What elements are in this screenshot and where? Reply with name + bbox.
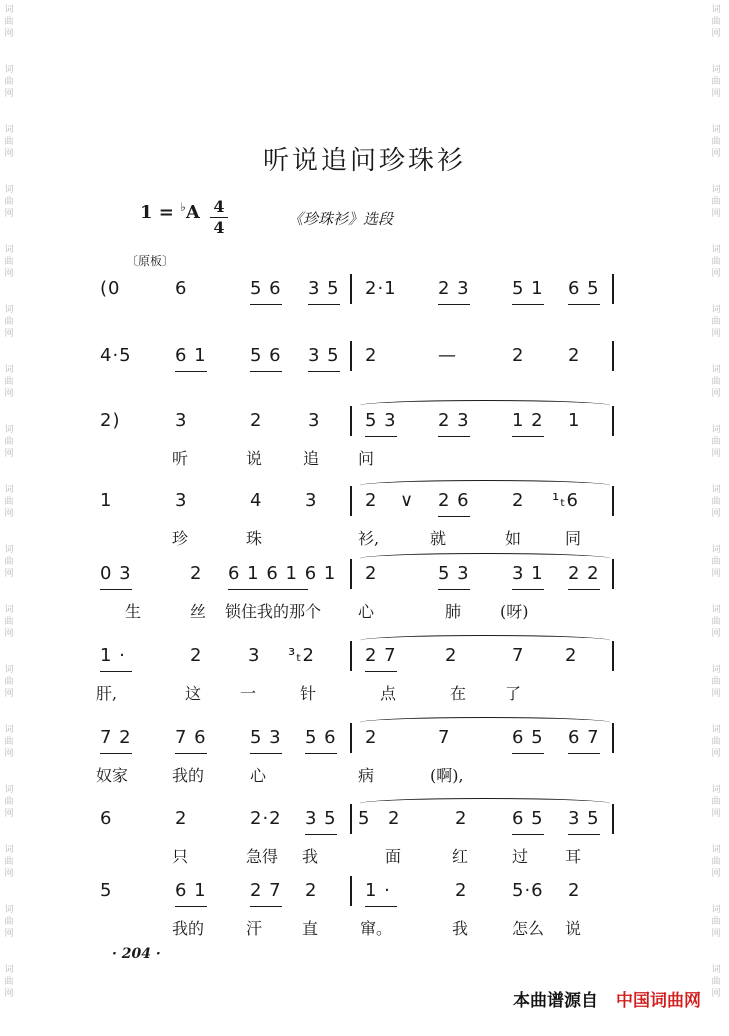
page-title: 听说追问珍珠衫 bbox=[262, 146, 466, 176]
note: 7 6 bbox=[175, 727, 207, 748]
lyric: 这 bbox=[185, 684, 202, 703]
beam bbox=[568, 589, 600, 590]
watermark-text: 词曲网 bbox=[711, 305, 721, 339]
lyric: 直 bbox=[302, 919, 319, 938]
note: 7 bbox=[438, 727, 451, 748]
lyric: 面 bbox=[385, 847, 402, 866]
note: 4 bbox=[250, 490, 263, 511]
slur bbox=[360, 480, 610, 491]
score-row bbox=[0, 808, 729, 878]
lyric: 只 bbox=[172, 847, 189, 866]
note: 1 · bbox=[100, 645, 126, 666]
beam bbox=[438, 589, 470, 590]
watermark-text: 词曲网 bbox=[4, 425, 14, 459]
note: 2 3 bbox=[438, 278, 470, 299]
beam bbox=[305, 834, 337, 835]
note: 5 bbox=[100, 880, 113, 901]
lyric: 奴家 bbox=[96, 766, 129, 785]
note: 2 7 bbox=[365, 645, 397, 666]
lyric: 我 bbox=[302, 847, 319, 866]
watermark-text: 词曲网 bbox=[711, 65, 721, 99]
note: 3 bbox=[175, 410, 188, 431]
note: 3 bbox=[175, 490, 188, 511]
beam bbox=[250, 906, 282, 907]
barline bbox=[612, 406, 614, 436]
barline bbox=[612, 341, 614, 371]
note: 2 bbox=[365, 490, 378, 511]
beam bbox=[438, 304, 470, 305]
note: 2 bbox=[568, 345, 581, 366]
note: 2 bbox=[455, 808, 468, 829]
lyric: 我的 bbox=[172, 919, 205, 938]
note: — bbox=[438, 345, 457, 366]
slur bbox=[360, 400, 610, 411]
note: 1 · bbox=[365, 880, 391, 901]
lyric: 心 bbox=[250, 766, 267, 785]
lyric: 我的 bbox=[172, 766, 205, 785]
lyric: 珠 bbox=[246, 529, 263, 548]
watermark-text: 词曲网 bbox=[4, 905, 14, 939]
beam bbox=[365, 671, 397, 672]
note: 5·6 bbox=[512, 880, 544, 901]
note: 2 bbox=[512, 490, 525, 511]
score-row bbox=[0, 490, 729, 560]
note: 2·1 bbox=[365, 278, 397, 299]
note: 2 7 bbox=[250, 880, 282, 901]
note: 5 6 bbox=[305, 727, 337, 748]
beam bbox=[512, 589, 544, 590]
watermark-text: 词曲网 bbox=[4, 245, 14, 279]
note: 5 3 bbox=[365, 410, 397, 431]
watermark-text: 词曲网 bbox=[711, 485, 721, 519]
note: 2 bbox=[365, 727, 378, 748]
lyric: 点 bbox=[380, 684, 397, 703]
barline bbox=[350, 406, 352, 436]
lyric: 问 bbox=[358, 449, 375, 468]
slur bbox=[360, 798, 610, 809]
note: 1 2 bbox=[512, 410, 544, 431]
barline bbox=[350, 341, 352, 371]
note: 1 bbox=[100, 490, 113, 511]
beam bbox=[100, 671, 132, 672]
note: 2 bbox=[305, 880, 318, 901]
lyric: 丝 bbox=[190, 602, 207, 621]
lyric: 病 bbox=[358, 766, 375, 785]
note: 3 bbox=[248, 645, 261, 666]
key-note: A bbox=[185, 202, 200, 223]
watermark-text: 词曲网 bbox=[4, 545, 14, 579]
score-row bbox=[0, 645, 729, 715]
barline bbox=[350, 486, 352, 516]
note: 6 bbox=[175, 278, 188, 299]
score-row bbox=[0, 410, 729, 480]
lyric: 了 bbox=[505, 684, 522, 703]
beam bbox=[175, 753, 207, 754]
watermark-text: 词曲网 bbox=[711, 905, 721, 939]
note: 5 1 bbox=[512, 278, 544, 299]
note: ∨ bbox=[400, 490, 415, 511]
beam bbox=[438, 436, 470, 437]
watermark-text: 词曲网 bbox=[711, 785, 721, 819]
lyric: 怎么 bbox=[512, 919, 545, 938]
beam bbox=[512, 834, 544, 835]
lyric: 说 bbox=[246, 449, 263, 468]
barline bbox=[350, 641, 352, 671]
barline bbox=[350, 274, 352, 304]
note: 6 bbox=[100, 808, 113, 829]
beam bbox=[512, 436, 544, 437]
barline bbox=[612, 804, 614, 834]
note: 3 bbox=[308, 410, 321, 431]
note: 3 5 bbox=[568, 808, 600, 829]
note: 2 bbox=[365, 563, 378, 584]
note: 2 bbox=[388, 808, 401, 829]
lyric: 过 bbox=[512, 847, 529, 866]
watermark-text: 词曲网 bbox=[4, 125, 14, 159]
lyric: 就 bbox=[430, 529, 447, 548]
subtitle: 《珍珠衫》选段 bbox=[288, 210, 394, 228]
note: 2 bbox=[190, 563, 203, 584]
note: 2 bbox=[250, 410, 263, 431]
note: 2 6 bbox=[438, 490, 470, 511]
lyric: 窜。 bbox=[360, 919, 393, 938]
watermark-text: 词曲网 bbox=[711, 845, 721, 879]
note: ³ₜ2 bbox=[288, 645, 315, 666]
lyric: 急得 bbox=[246, 847, 279, 866]
watermark-text: 词曲网 bbox=[4, 485, 14, 519]
tempo-marking: 〔原板〕 bbox=[126, 254, 175, 268]
note: 2 bbox=[455, 880, 468, 901]
note: 5 6 bbox=[250, 345, 282, 366]
note: 5 3 bbox=[250, 727, 282, 748]
watermark-text: 词曲网 bbox=[711, 665, 721, 699]
lyric: 衫, bbox=[358, 529, 380, 548]
watermark-text: 词曲网 bbox=[711, 185, 721, 219]
credit-source: 本曲谱源自 bbox=[513, 991, 598, 1011]
watermark-text: 词曲网 bbox=[4, 725, 14, 759]
note: 6 1 bbox=[175, 345, 207, 366]
barline bbox=[612, 641, 614, 671]
watermark-text: 词曲网 bbox=[4, 365, 14, 399]
lyric: (啊), bbox=[430, 766, 464, 785]
note: ¹ₜ6 bbox=[552, 490, 579, 511]
watermark-text: 词曲网 bbox=[711, 965, 721, 999]
watermark-text: 词曲网 bbox=[711, 365, 721, 399]
page-number: · 204 · bbox=[112, 946, 161, 962]
score-row bbox=[0, 278, 729, 348]
note: 1 bbox=[568, 410, 581, 431]
lyric: 追 bbox=[303, 449, 320, 468]
beam bbox=[365, 906, 397, 907]
beam bbox=[568, 304, 600, 305]
barline bbox=[350, 876, 352, 906]
note: 3 5 bbox=[305, 808, 337, 829]
beam bbox=[100, 753, 132, 754]
watermark-text: 词曲网 bbox=[4, 185, 14, 219]
lyric: 肺 bbox=[445, 602, 462, 621]
beam bbox=[228, 589, 308, 590]
lyric: 生 bbox=[125, 602, 142, 621]
note: 3 5 bbox=[308, 345, 340, 366]
watermark-text: 词曲网 bbox=[711, 5, 721, 39]
key-signature bbox=[140, 200, 200, 223]
note: 2 bbox=[175, 808, 188, 829]
note: 6 5 bbox=[512, 727, 544, 748]
beam bbox=[250, 371, 282, 372]
beam bbox=[100, 589, 132, 590]
time-signature bbox=[210, 198, 228, 237]
watermark-text: 词曲网 bbox=[711, 125, 721, 159]
note: 6 5 bbox=[568, 278, 600, 299]
lyric: 在 bbox=[450, 684, 467, 703]
beam bbox=[308, 304, 340, 305]
lyric: 汗 bbox=[246, 919, 263, 938]
watermark-text: 词曲网 bbox=[4, 845, 14, 879]
note: 6 7 bbox=[568, 727, 600, 748]
beam bbox=[568, 753, 600, 754]
beam bbox=[512, 753, 544, 754]
barline bbox=[612, 274, 614, 304]
note: 2 bbox=[565, 645, 578, 666]
watermark-text: 词曲网 bbox=[4, 65, 14, 99]
note: 2) bbox=[100, 410, 121, 431]
lyric: 心 bbox=[358, 602, 375, 621]
lyric: 听 bbox=[172, 449, 189, 468]
beam bbox=[438, 516, 470, 517]
watermark-text: 词曲网 bbox=[711, 605, 721, 639]
lyric: 珍 bbox=[172, 529, 189, 548]
note: 2 bbox=[568, 880, 581, 901]
note: 6 1 6 1 6 1 bbox=[228, 563, 337, 584]
note: 2 bbox=[190, 645, 203, 666]
flat-sign: ♭ bbox=[180, 200, 186, 214]
score-row bbox=[0, 880, 729, 950]
note: 2 bbox=[365, 345, 378, 366]
note: 3 bbox=[305, 490, 318, 511]
lyric: 肝, bbox=[96, 684, 118, 703]
barline bbox=[350, 804, 352, 834]
barline bbox=[350, 559, 352, 589]
barline bbox=[612, 559, 614, 589]
note: 5 3 bbox=[438, 563, 470, 584]
score-row bbox=[0, 563, 729, 633]
key-prefix: 1 = bbox=[140, 202, 174, 223]
barline bbox=[612, 723, 614, 753]
note: 2 3 bbox=[438, 410, 470, 431]
note: 5 bbox=[358, 808, 371, 829]
lyric: 耳 bbox=[565, 847, 582, 866]
watermark-text: 词曲网 bbox=[4, 665, 14, 699]
lyric: 同 bbox=[565, 529, 582, 548]
slur bbox=[360, 717, 610, 728]
note: 7 2 bbox=[100, 727, 132, 748]
watermark-text: 词曲网 bbox=[711, 545, 721, 579]
watermark-text: 词曲网 bbox=[711, 245, 721, 279]
note: 2·2 bbox=[250, 808, 282, 829]
beam bbox=[175, 906, 207, 907]
score-row bbox=[0, 727, 729, 797]
barline bbox=[612, 486, 614, 516]
lyric: 我 bbox=[452, 919, 469, 938]
barline bbox=[350, 723, 352, 753]
watermark-text: 词曲网 bbox=[4, 785, 14, 819]
note: 5 6 bbox=[250, 278, 282, 299]
lyric: 针 bbox=[300, 684, 317, 703]
beam bbox=[250, 304, 282, 305]
meter-top: 4 bbox=[213, 197, 225, 216]
lyric: 红 bbox=[452, 847, 469, 866]
watermark-text: 词曲网 bbox=[711, 425, 721, 459]
slur bbox=[360, 635, 610, 646]
slur bbox=[360, 553, 610, 564]
note: 2 bbox=[445, 645, 458, 666]
watermark-text: 词曲网 bbox=[4, 605, 14, 639]
note: 7 bbox=[512, 645, 525, 666]
beam bbox=[250, 753, 282, 754]
source-credit bbox=[513, 986, 701, 1011]
beam bbox=[175, 371, 207, 372]
note: 2 bbox=[512, 345, 525, 366]
meter-bottom: 4 bbox=[213, 218, 225, 237]
note: 0 3 bbox=[100, 563, 132, 584]
note: 3 5 bbox=[308, 278, 340, 299]
watermark-text: 词曲网 bbox=[4, 305, 14, 339]
watermark-text: 词曲网 bbox=[4, 5, 14, 39]
watermark-text: 词曲网 bbox=[4, 965, 14, 999]
beam bbox=[568, 834, 600, 835]
lyric: 说 bbox=[565, 919, 582, 938]
beam bbox=[365, 436, 397, 437]
credit-site: 中国词曲网 bbox=[616, 991, 701, 1011]
lyric: 一 bbox=[240, 684, 257, 703]
note: 4·5 bbox=[100, 345, 132, 366]
lyric: 锁住我的那个 bbox=[225, 602, 322, 621]
note: (0 bbox=[100, 278, 121, 299]
watermark-text: 词曲网 bbox=[711, 725, 721, 759]
beam bbox=[305, 753, 337, 754]
note: 3 1 bbox=[512, 563, 544, 584]
lyric: 如 bbox=[505, 529, 522, 548]
note: 6 5 bbox=[512, 808, 544, 829]
lyric: (呀) bbox=[500, 602, 529, 621]
note: 2 2 bbox=[568, 563, 600, 584]
note: 6 1 bbox=[175, 880, 207, 901]
beam bbox=[308, 371, 340, 372]
beam bbox=[512, 304, 544, 305]
